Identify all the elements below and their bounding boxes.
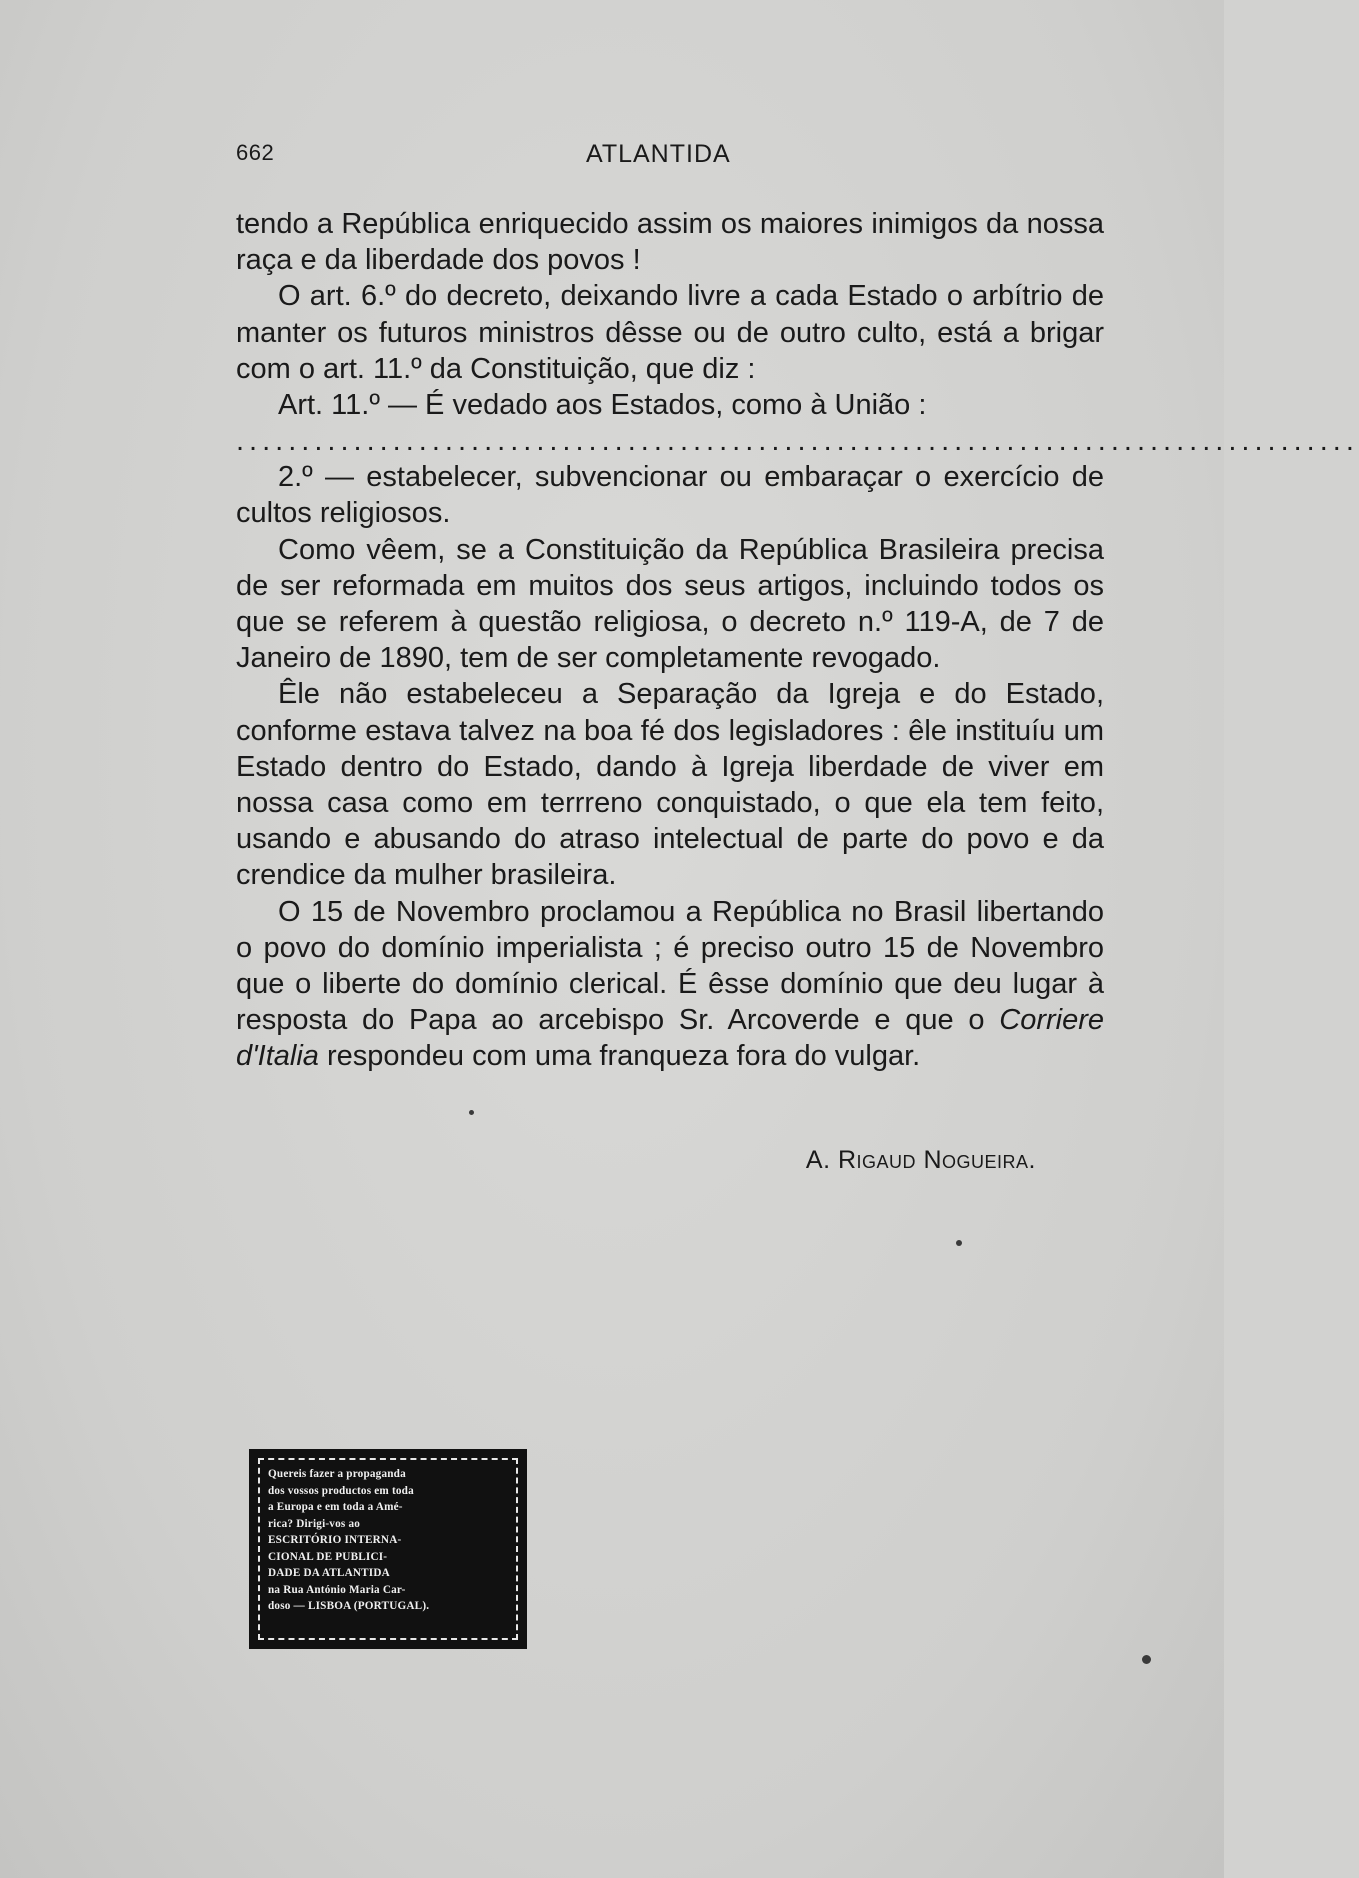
advert-line: CIONAL DE PUBLICI- [268,1550,388,1563]
paper-speck [956,1240,962,1246]
advert-line: doso — LISBOA (PORTUGAL). [268,1600,430,1612]
advert-line: ESCRITÓRIO INTERNA- [268,1534,402,1546]
advert-line: a Europa e em toda a Amé- [268,1501,403,1513]
advert-line: DADE DA ATLANTIDA [268,1567,390,1579]
quoted-clause: 2.º — estabelecer, subvencionar ou embaraçar o exercício de cultos religiosos. [236,461,1104,530]
advertisement-box [249,1449,527,1649]
page-number: 662 [236,140,275,165]
ellipsis-dots: ...................................................................................... [236,425,1359,458]
paragraph: Como vêem, se a Constituição da República Brasileira precisa de ser reformada em muitos dos seus artigos, incluindo todos os que se referem à questão religiosa, o decreto n.º 119-A, de 7 de Janeiro de 1890, tem de ser completamente revogado. [236,533,1104,675]
paragraph: tendo a República enriquecido assim os maiores inimigos da nossa raça e da liberdade dos povos ! [236,208,1104,277]
newspaper-title: Corriere d'Italia [236,1004,1104,1073]
paragraph: O art. 6.º do decreto, deixando livre a cada Estado o arbítrio de manter os futuros ministros dêsse ou de outro culto, está a brigar com o art. 11.º da Constituição, que diz : [236,280,1104,385]
advert-line: dos vossos productos em toda [268,1484,414,1497]
quoted-article: Art. 11.º — É vedado aos Estados, como à União : [278,389,927,422]
paragraph: Êle não estabeleceu a Separação da Igreja e do Estado, conforme estava talvez na boa fé dos legisladores : êle instituíu um Estado dentro do Estado, dando à Igreja liberdade de viver em nossa casa como em terrreno conquistado, o que ela tem feito, usando e abusando do atraso intelectual de parte do povo e da crendice da mulher brasileira. [236,678,1104,892]
paragraph [236,894,1104,1075]
advert-line: rica? Dirigi-vos ao [268,1517,361,1530]
paragraph-text: O 15 de Novembro proclamou a República no Brasil libertando o povo do domínio imperialista ; é preciso outro 15 de Novembro que o liberte do domínio clerical. É êsse domínio que deu lugar à resposta do Papa ao arcebispo Sr. Arcoverde e que o [236,895,1104,1037]
author-signature: A. Rigaud Nogueira. [805,1146,1036,1174]
article-body [236,206,1359,1075]
running-title: ATLANTIDA [586,140,731,168]
advertisement-text [258,1458,518,1640]
paragraph-text: respondeu com uma franqueza fora do vulgar. [318,1040,921,1073]
advert-line: Quereis fazer a propaganda [268,1468,406,1480]
advert-line: na Rua António Maria Car- [268,1583,406,1596]
page-header [236,140,1100,176]
paper-speck [1142,1655,1151,1664]
paper-speck [469,1110,474,1115]
